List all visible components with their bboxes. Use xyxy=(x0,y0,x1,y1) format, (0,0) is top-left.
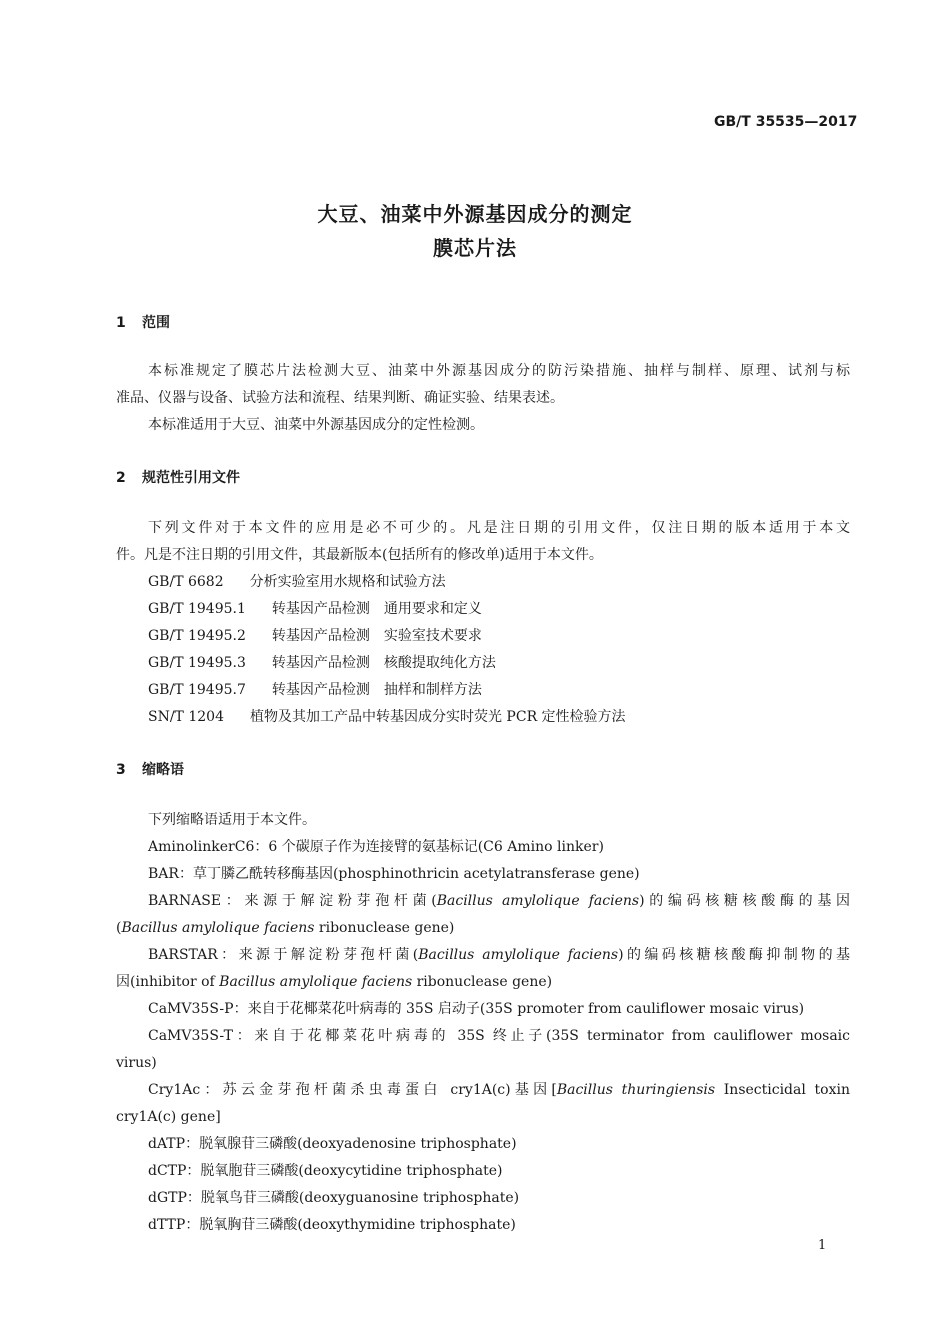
abbreviation-entry: CaMV35S-P：来自于花椰菜花叶病毒的 35S 启动子(35S promoter from cauliflower mosaic virus) xyxy=(148,1001,805,1017)
paragraph-line: 本标准适用于大豆、油菜中外源基因成分的定性检测。 xyxy=(148,417,484,433)
paragraph-line: 件。凡是不注日期的引用文件，其最新版本(包括所有的修改单)适用于本文件。 xyxy=(116,547,603,563)
section-number: 3 xyxy=(116,762,126,778)
reference-item xyxy=(148,653,496,673)
reference-title: 转基因产品检测 实验室技术要求 xyxy=(271,628,482,644)
abbreviation-entry: BAR：草丁膦乙酰转移酶基因(phosphinothricin acetylatransferase gene) xyxy=(148,866,640,882)
abbreviation-entry: CaMV35S-T：来自于花椰菜花叶病毒的 35S 终止子(35S terminator from cauliflower mosaic xyxy=(148,1028,850,1044)
text-run: Insecticidal toxin xyxy=(715,1082,850,1098)
section-heading-normative xyxy=(116,467,240,487)
text-run: Cry1Ac：苏云金芽孢杆菌杀虫毒蛋白 cry1A(c)基因[ xyxy=(148,1082,557,1098)
abbreviation-entry: dCTP：脱氧胞苷三磷酸(deoxycytidine triphosphate) xyxy=(148,1163,503,1179)
species-name: Bacillus amylolique faciens xyxy=(121,920,315,936)
abbreviation-entry-cont: virus) xyxy=(116,1055,157,1071)
abbreviation-entry-cont xyxy=(116,918,454,938)
abbreviation-entry xyxy=(148,945,850,965)
reference-item xyxy=(148,599,482,619)
text-run: ribonuclease gene) xyxy=(412,974,553,990)
paragraph-line: 本标准规定了膜芯片法检测大豆、油菜中外源基因成分的防污染措施、抽样与制样、原理、试剂与标 xyxy=(148,363,850,379)
species-name: Bacillus thuringiensis xyxy=(556,1082,716,1098)
reference-item xyxy=(148,707,626,727)
abbreviation-entry: dGTP：脱氧鸟苷三磷酸(deoxyguanosine triphosphate) xyxy=(148,1190,520,1206)
document-title: 大豆、油菜中外源基因成分的测定 xyxy=(317,202,633,226)
text-run: )的编码核糖核酸酶的基因 xyxy=(639,893,850,909)
paragraph-line: 准品、仪器与设备、试验方法和流程、结果判断、确证实验、结果表述。 xyxy=(116,390,564,406)
reference-title: 转基因产品检测 通用要求和定义 xyxy=(271,601,482,617)
reference-item xyxy=(148,572,446,592)
abbreviation-entry-cont xyxy=(116,972,552,992)
standard-code: GB/T 35535—2017 xyxy=(714,114,858,130)
abbreviation-entry: AminolinkerC6：6 个碳原子作为连接臂的氨基标记(C6 Amino linker) xyxy=(148,839,604,855)
reference-item xyxy=(148,626,482,646)
abbreviation-entry xyxy=(148,1080,850,1100)
paragraph-line: 下列缩略语适用于本文件。 xyxy=(148,812,316,828)
section-number: 2 xyxy=(116,470,126,486)
text-run: BARNASE：来源于解淀粉芽孢杆菌( xyxy=(148,893,437,909)
species-name: Bacillus amylolique faciens xyxy=(418,947,619,963)
reference-title: 分析实验室用水规格和试验方法 xyxy=(249,574,446,590)
reference-title: 植物及其加工产品中转基因成分实时荧光 PCR 定性检验方法 xyxy=(249,709,626,725)
text-run: )的编码核糖核酸酶抑制物的基 xyxy=(618,947,851,963)
reference-code: GB/T 19495.2 xyxy=(148,628,246,644)
section-heading-abbreviations xyxy=(116,759,184,779)
text-run: BARSTAR：来源于解淀粉芽孢杆菌( xyxy=(148,947,419,963)
page-number: 1 xyxy=(818,1238,827,1253)
reference-code: GB/T 19495.1 xyxy=(148,601,246,617)
reference-code: GB/T 19495.3 xyxy=(148,655,246,671)
species-name: Bacillus amylolique faciens xyxy=(436,893,640,909)
reference-item xyxy=(148,680,482,700)
species-name: Bacillus amylolique faciens xyxy=(219,974,413,990)
reference-code: SN/T 1204 xyxy=(148,709,224,725)
section-title: 规范性引用文件 xyxy=(142,470,240,486)
text-run: 因(inhibitor of xyxy=(116,974,220,990)
paragraph-line: 下列文件对于本文件的应用是必不可少的。凡是注日期的引用文件，仅注日期的版本适用于本文 xyxy=(148,520,850,536)
reference-title: 转基因产品检测 核酸提取纯化方法 xyxy=(271,655,496,671)
section-title: 缩略语 xyxy=(142,762,184,778)
reference-code: GB/T 6682 xyxy=(148,574,224,590)
abbreviation-entry: dATP：脱氧腺苷三磷酸(deoxyadenosine triphosphate) xyxy=(148,1136,517,1152)
reference-code: GB/T 19495.7 xyxy=(148,682,246,698)
abbreviation-entry: dTTP：脱氧胸苷三磷酸(deoxythymidine triphosphate) xyxy=(148,1217,516,1233)
reference-title: 转基因产品检测 抽样和制样方法 xyxy=(271,682,482,698)
section-number: 1 xyxy=(116,315,126,331)
text-run: ( xyxy=(116,920,122,936)
section-heading-scope xyxy=(116,312,170,332)
section-title: 范围 xyxy=(142,315,170,331)
abbreviation-entry-cont: cry1A(c) gene] xyxy=(116,1109,221,1125)
abbreviation-entry xyxy=(148,891,850,911)
document-subtitle: 膜芯片法 xyxy=(433,236,517,260)
text-run: ribonuclease gene) xyxy=(314,920,455,936)
